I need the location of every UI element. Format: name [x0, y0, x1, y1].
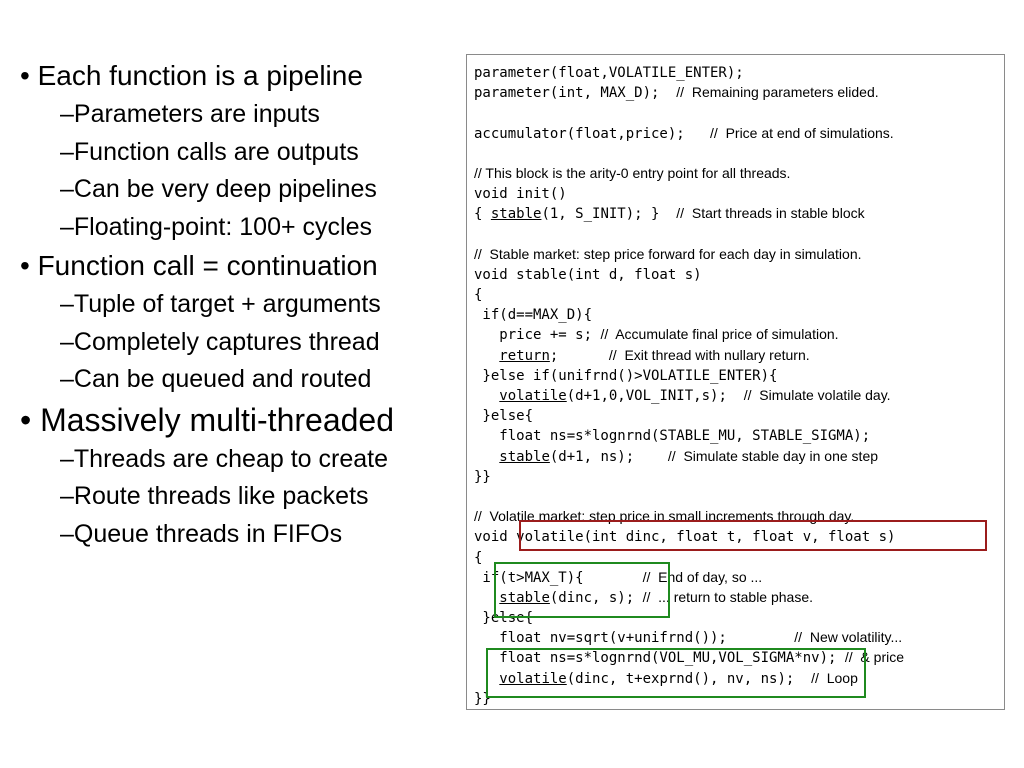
bullet-list [20, 56, 460, 553]
code-text: }} [474, 690, 491, 707]
sub-bullet-item: –Can be very deep pipelines [60, 175, 377, 203]
code-comment: // ... return to stable phase. [642, 588, 814, 605]
code-call: volatile [499, 670, 567, 687]
code-text: void init() [474, 186, 567, 203]
code-line [474, 627, 1004, 647]
code-line [474, 224, 1004, 244]
code-line [474, 284, 1004, 304]
sub-bullet-item: –Can be queued and routed [60, 365, 372, 393]
code-line [474, 405, 1004, 425]
code-text: accumulator(float,price); [474, 125, 711, 142]
code-call: stable [499, 589, 550, 606]
code-comment: // Accumulate final price of simulation. [600, 326, 839, 343]
code-line [474, 62, 1004, 82]
code-text: }} [474, 468, 491, 485]
code-text: (d+1,0,VOL_INIT,s); [566, 388, 744, 404]
code-line [474, 183, 1004, 203]
code-comment: // & price [844, 649, 905, 666]
sub-bullet-item: –Route threads like packets [60, 482, 369, 510]
bullet-item: • Function call = continuation [20, 250, 378, 281]
code-line [474, 365, 1004, 385]
code-call: stable [490, 206, 542, 223]
bullet-item: • Each function is a pipeline [20, 60, 363, 91]
code-text: ; [549, 347, 609, 364]
code-line [474, 244, 1004, 264]
code-comment: // Start threads in stable block [676, 205, 865, 222]
code-call: stable [499, 448, 550, 465]
volatile-loop-highlight [486, 648, 866, 698]
code-text: float nv=sqrt(v+unifrnd()); [474, 630, 795, 647]
code-line [474, 324, 1004, 344]
code-text: if(t>MAX_T){ [474, 569, 643, 586]
sub-bullet-item: –Function calls are outputs [60, 137, 359, 166]
code-line [474, 264, 1004, 284]
sub-bullet-item: –Tuple of target + arguments [60, 290, 381, 318]
code-line [474, 203, 1004, 223]
code-line [474, 446, 1004, 466]
code-call: return [499, 347, 550, 364]
code-line [474, 123, 1004, 143]
code-comment: // This block is the arity-0 entry point for all threads. [474, 164, 791, 181]
code-comment: // New volatility... [794, 629, 903, 646]
code-text: }else if(unifrnd()>VOLATILE_ENTER){ [474, 367, 778, 384]
code-comment: // Volatile market: step price in small increments through day. [474, 508, 855, 525]
code-text: if(d==MAX_D){ [474, 307, 593, 324]
end-of-day-branch-highlight [494, 562, 670, 618]
code-line [474, 486, 1004, 506]
code-text: parameter(float,VOLATILE_ENTER); [474, 65, 744, 81]
code-text: (dinc, s); [549, 589, 643, 606]
code-line [474, 82, 1004, 102]
code-comment: // Remaining parameters elided. [676, 84, 879, 101]
code-text [474, 449, 499, 465]
code-text: { [474, 287, 483, 304]
code-text: (1, S_INIT); } [541, 206, 677, 223]
code-text: (dinc, t+exprnd(), nv, ns); [566, 670, 812, 687]
code-text: price += s; [474, 327, 601, 344]
code-call: volatile [499, 388, 567, 404]
code-line [474, 304, 1004, 324]
code-line [474, 385, 1004, 405]
code-line [474, 466, 1004, 486]
volatile-signature-highlight [519, 520, 987, 551]
code-comment: // Simulate stable day in one step [667, 447, 879, 464]
sub-bullet-item: –Completely captures thread [60, 327, 380, 356]
sub-bullet-item: –Floating-point: 100+ cycles [60, 212, 372, 241]
code-line [474, 143, 1004, 163]
code-line [474, 102, 1004, 122]
code-text: parameter(int, MAX_D); [474, 85, 677, 102]
code-comment: // End of day, so ... [642, 568, 763, 585]
code-text: }else{ [474, 610, 534, 627]
code-text: }else{ [474, 408, 534, 425]
code-comment: // Exit thread with nullary return. [608, 346, 810, 363]
code-text: void stable(int d, float s) [474, 266, 702, 283]
bullet-item: • Massively multi-threaded [20, 401, 394, 438]
code-comment: // Loop [811, 669, 858, 686]
code-text [474, 388, 499, 404]
code-text: { [474, 549, 483, 566]
sub-bullet-item: –Threads are cheap to create [60, 444, 388, 473]
code-comment: // Price at end of simulations. [710, 124, 894, 141]
code-text: float ns=s*lognrnd(STABLE_MU, STABLE_SIGMA); [474, 428, 871, 445]
code-line [474, 345, 1004, 365]
sub-bullet-item: –Queue threads in FIFOs [60, 519, 343, 548]
code-line [474, 163, 1004, 183]
code-text: void volatile(int dinc, float t, float v, float s) [474, 529, 896, 546]
code-text [474, 348, 499, 364]
code-text: float ns=s*lognrnd(VOL_MU,VOL_SIGMA*nv); [474, 650, 845, 667]
code-comment: // Stable market: step price forward for each day in simulation. [474, 245, 862, 262]
code-text: (d+1, ns); [549, 448, 668, 465]
code-line [474, 425, 1004, 445]
code-text: { [474, 206, 491, 223]
code-comment: // Simulate volatile day. [743, 387, 891, 403]
sub-bullet-item: –Parameters are inputs [60, 100, 320, 128]
